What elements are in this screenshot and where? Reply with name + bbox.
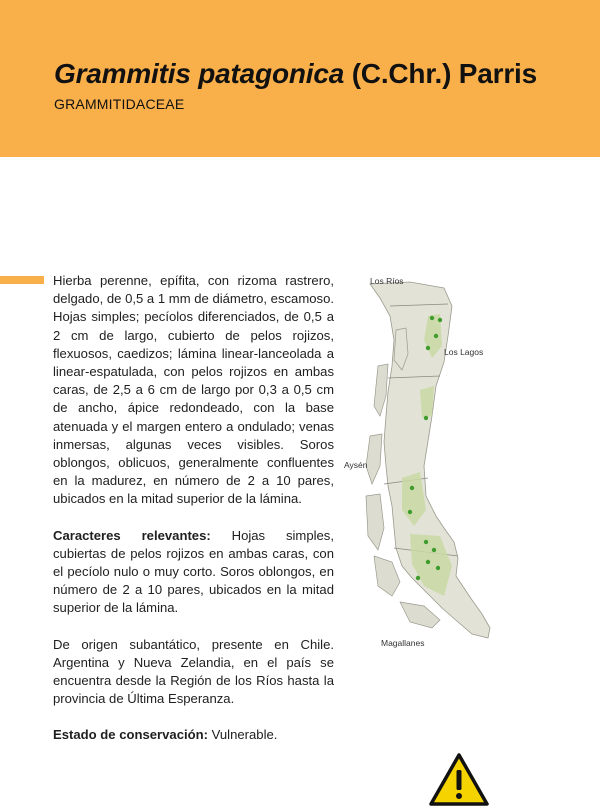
section-accent-bar bbox=[0, 276, 44, 284]
map-label-magallanes: Magallanes bbox=[381, 638, 425, 648]
distribution-map bbox=[340, 266, 590, 676]
relevant-characters-label: Caracteres relevantes: bbox=[53, 527, 211, 543]
origin-paragraph: De origen subantático, presente en Chile. Argentina y Nueva Zelandia, en el país se encuentra desde la Región de los Ríos hasta la provincia de Última Esperanza. bbox=[53, 636, 334, 707]
relevant-characters-paragraph bbox=[53, 527, 334, 618]
species-name: Grammitis patagonica bbox=[54, 58, 345, 89]
patagonia-map-graphic bbox=[340, 266, 590, 676]
relevant-characters-text: Hojas simples, cubiertas de pelos rojizos en ambas caras, con el pecíolo nulo o muy corto. Soros oblongos, en número de 2 a 10 pares, ubicados en la mitad superior de la lámina. bbox=[53, 527, 334, 616]
species-description bbox=[53, 272, 334, 763]
map-label-los-lagos: Los Lagos bbox=[444, 347, 484, 357]
conservation-label: Estado de conservación: bbox=[53, 727, 208, 743]
family-name: GRAMMITIDACEAE bbox=[54, 96, 185, 112]
map-label-los-rios: Los Ríos bbox=[370, 276, 404, 286]
species-author: (C.Chr.) Parris bbox=[351, 58, 537, 89]
description-paragraph: Hierba perenne, epífita, con rizoma rastrero, delgado, de 0,5 a 1 mm de diámetro, escamoso. Hojas simples; pecíolos diferenciados, de 0,5 a 2 cm de largo, cubierto de pelos rojizos, flexuosos, caedizos; lámina linear-lanceolada a linear-espatulada, con pelos rojizos en ambas caras, de 2,5 a 6 cm de largo por 0,3 a 0,5 cm de ancho, ápice redondeado, con la base atenuada y el margen entero a ondulado; venas inmersas, algunas veces visibles. Soros oblongos, oblicuos, generalmente confluentes en la madurez, en número de 2 a 10 pares, ubicados en la mitad superior de la lámina. bbox=[53, 273, 334, 507]
header-band bbox=[0, 0, 600, 157]
page-title bbox=[54, 58, 537, 90]
warning-triangle-icon bbox=[428, 752, 490, 806]
map-label-aysen: Aysén bbox=[344, 460, 368, 470]
conservation-value: Vulnerable. bbox=[208, 727, 278, 743]
conservation-paragraph bbox=[53, 726, 334, 744]
